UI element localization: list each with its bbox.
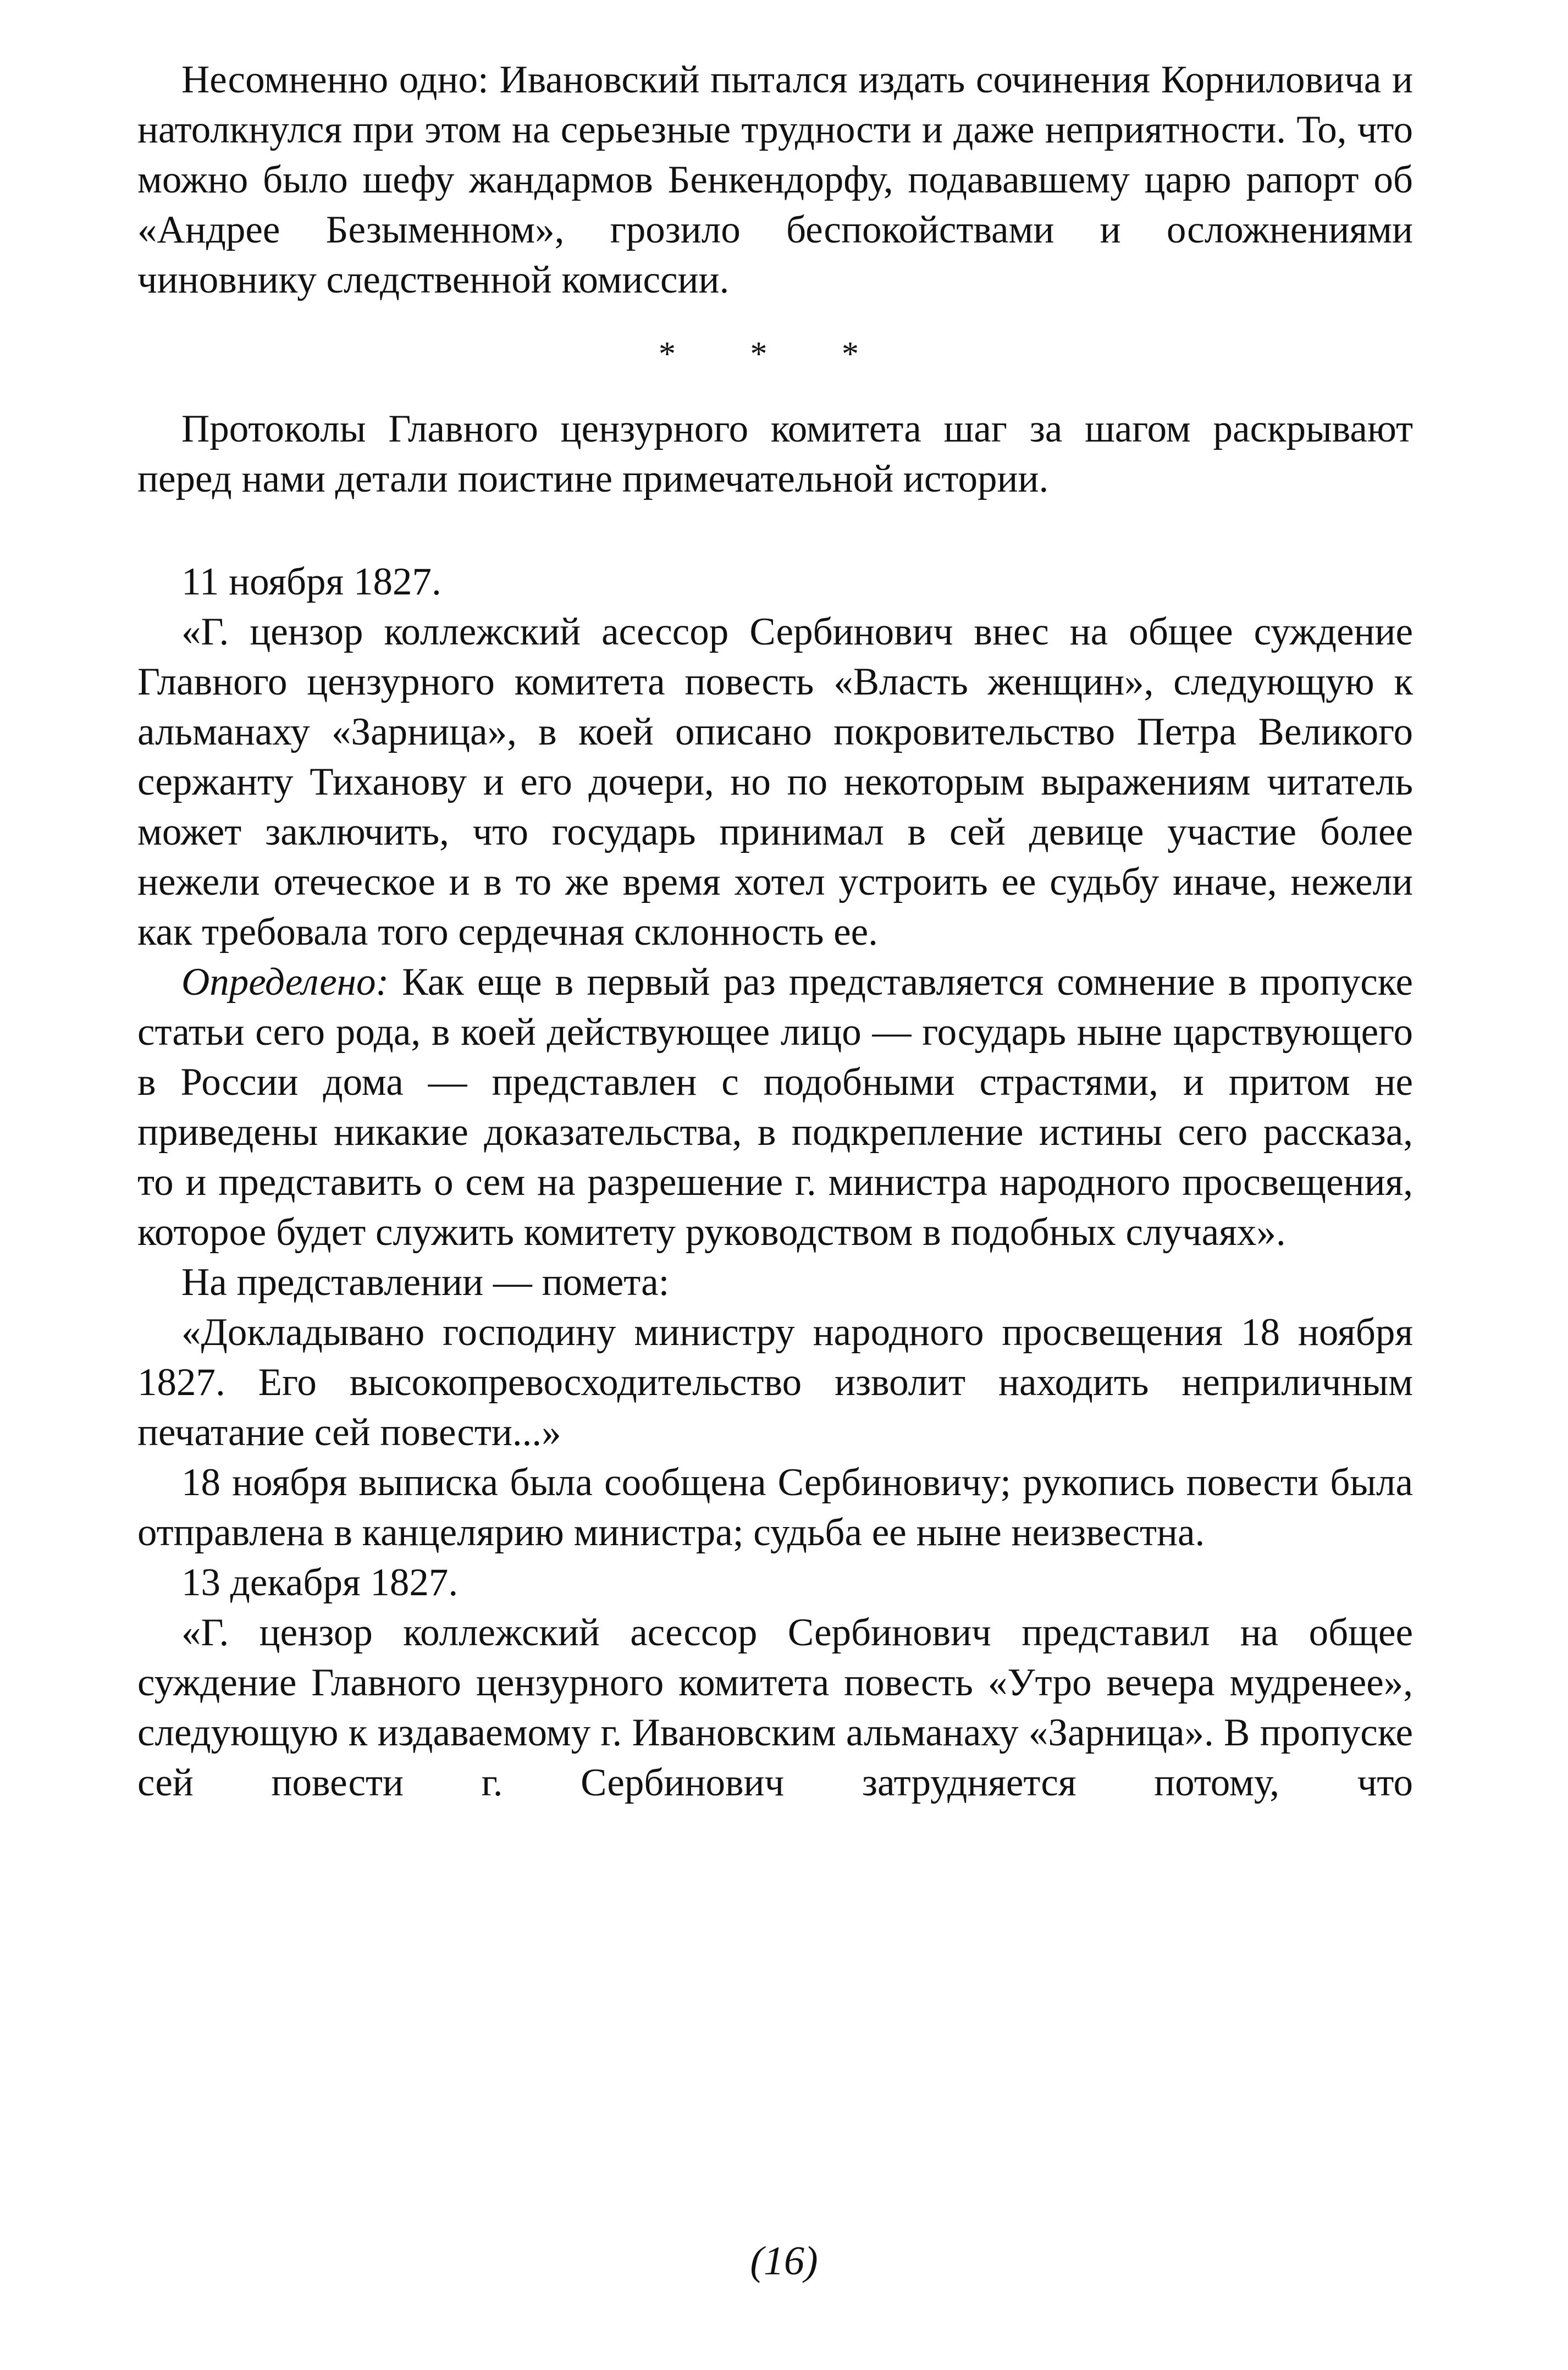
- paragraph-4-text: Как еще в первый раз представляется сомнение в пропуске статьи сего рода, в коей действующее лицо — государь ныне царствующего в России дома — представлен с подобными страстями, и притом не приведены никакие доказательства, в подкрепление истины сего рассказа, то и представить о сем на разрешение г. министра народного просвещения, которое будет служить комитету руководством в подобных случаях».: [137, 961, 1413, 1254]
- page-body: [137, 55, 1413, 1808]
- paragraph-3: «Г. цензор коллежский асессор Сербинович внес на общее суждение Главного цензурного комитета повесть «Власть женщин», следующую к альманаху «Зарница», в коей описано покровительство Петра Великого сержанту Тиханову и его дочери, но по некоторым выражениям читатель может заключить, что государь принимал в сей девице участие более нежели отеческое и в то же время хотел устроить ее судьбу иначе, нежели как требовала того сердечная склонность ее.: [137, 610, 1413, 953]
- paragraph-2: Протоколы Главного цензурного комитета шаг за шагом раскрывают перед нами детали поистине примечательной истории.: [137, 407, 1413, 500]
- paragraph-7: 18 ноября выписка была сообщена Сербиновичу; рукопись повести была отправлена в канцелярию министра; судьба ее ныне неизвестна.: [137, 1461, 1413, 1554]
- spacer: [137, 504, 1413, 557]
- paragraph-1: Несомненно одно: Ивановский пытался издать сочинения Корниловича и натолкнулся при этом на серьезные трудности и даже неприятности. То, что можно было шефу жандармов Бенкендорфу, подававшему царю рапорт об «Андрее Безыменном», грозило беспокойствами и осложнениями чиновнику следственной комиссии.: [137, 58, 1413, 301]
- paragraph-8: «Г. цензор коллежский асессор Сербинович представил на общее суждение Главного цензурного комитета повесть «Утро вечера мудренее», следующую к издаваемому г. Ивановским альманаху «Зарница». В пропуске сей повести г. Сербинович затрудняется потому, что: [137, 1611, 1413, 1804]
- date-entry-1: 11 ноября 1827.: [181, 560, 441, 603]
- paragraph-4: [137, 957, 1413, 1258]
- paragraph-6: «Докладывано господину министру народного просвещения 18 ноября 1827. Его высокопревосходительство изволит находить неприличным печатание сей повести...»: [137, 1311, 1413, 1454]
- paragraph-4-label: Определено:: [181, 961, 389, 1004]
- paragraph-5: На представлении — помета:: [181, 1261, 670, 1304]
- date-entry-2: 13 декабря 1827.: [181, 1561, 459, 1604]
- page-number: (16): [750, 2239, 818, 2284]
- section-separator: * * *: [659, 335, 892, 373]
